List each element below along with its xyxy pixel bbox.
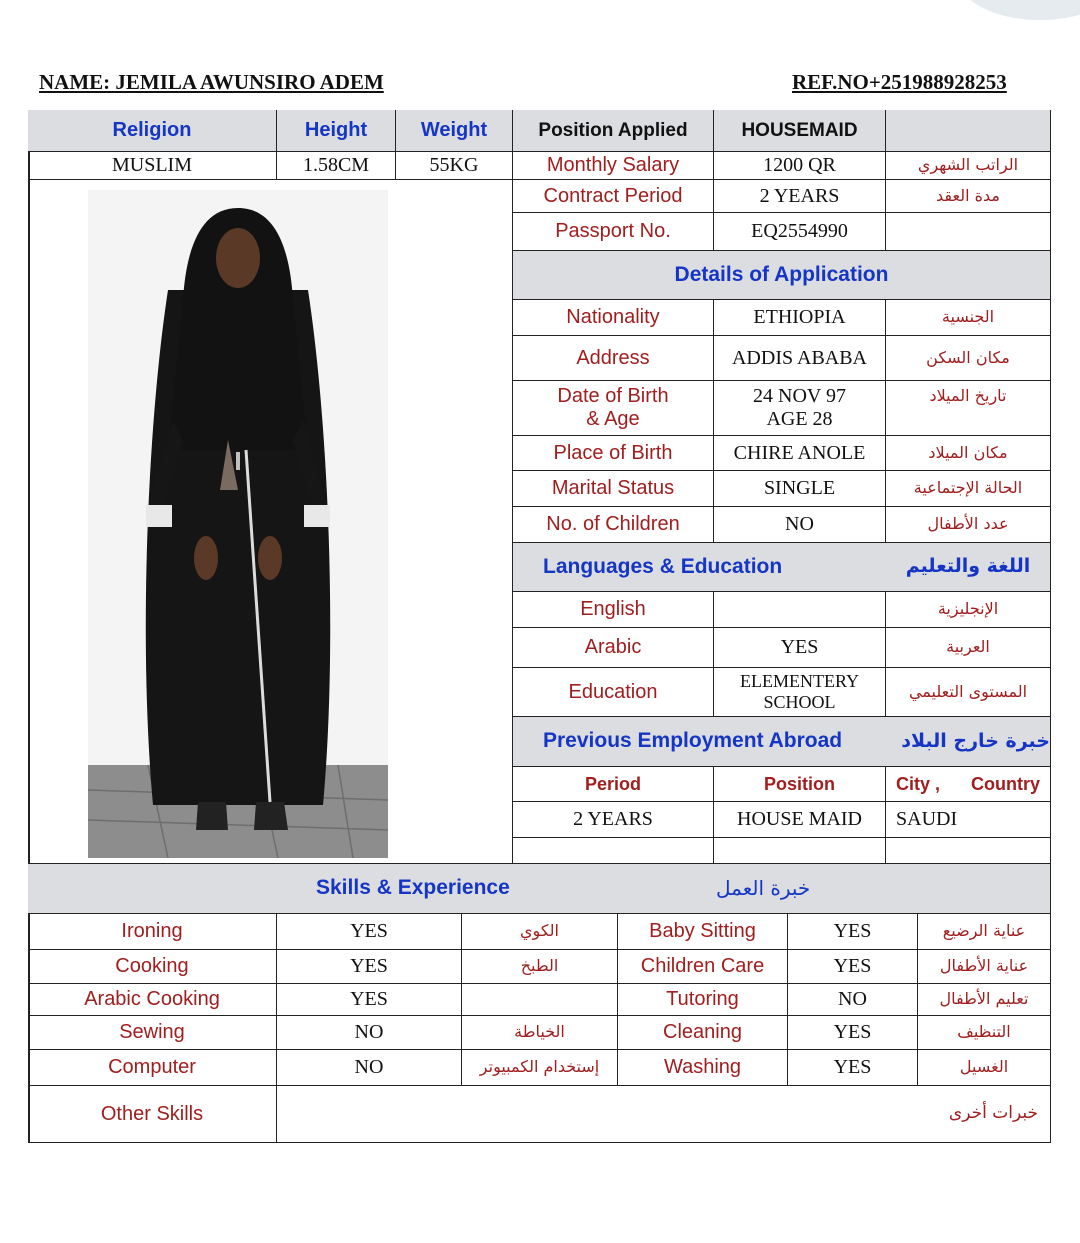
address-label: Address: [513, 336, 714, 381]
english-value: [714, 592, 886, 628]
religion-value: MUSLIM: [28, 152, 277, 180]
education-arabic: المستوى التعليمي: [886, 668, 1051, 717]
skill-arabic-cooking-arabic: [462, 984, 618, 1016]
position-applied-label: Position Applied: [513, 110, 714, 152]
skill-computer-label: Computer: [28, 1050, 277, 1086]
skill-washing-arabic: الغسيل: [918, 1050, 1051, 1086]
skill-tutoring-arabic: تعليم الأطفال: [918, 984, 1051, 1016]
languages-section-title-arabic: اللغة والتعليم: [886, 543, 1051, 592]
english-arabic: الإنجليزية: [886, 592, 1051, 628]
children-label: No. of Children: [513, 507, 714, 543]
dob-value: [714, 381, 886, 436]
height-header: Height: [277, 110, 396, 152]
contract-period-value: 2 YEARS: [714, 180, 886, 213]
monthly-salary-arabic: الراتب الشهري: [886, 152, 1051, 180]
employment-position-header: Position: [714, 767, 886, 802]
contract-period-arabic: مدة العقد: [886, 180, 1051, 213]
dob-label-line2: & Age: [586, 408, 640, 430]
skill-washing-value: YES: [788, 1050, 918, 1086]
place-of-birth-value: CHIRE ANOLE: [714, 436, 886, 471]
skill-children-care-value: YES: [788, 950, 918, 984]
dob-label: [513, 381, 714, 436]
place-of-birth-arabic: مكان الميلاد: [886, 436, 1051, 471]
nationality-label: Nationality: [513, 300, 714, 336]
skill-washing-label: Washing: [618, 1050, 788, 1086]
employment-city-header: City ,: [896, 773, 941, 794]
skill-arabic-cooking-label: Arabic Cooking: [28, 984, 277, 1016]
skill-computer-arabic: إستخدام الكمبيوتر: [462, 1050, 618, 1086]
nationality-value: ETHIOPIA: [714, 300, 886, 336]
children-arabic: عدد الأطفال: [886, 507, 1051, 543]
skill-tutoring-label: Tutoring: [618, 984, 788, 1016]
address-value: ADDIS ABABA: [714, 336, 886, 381]
employment-blank-3: [886, 838, 1051, 864]
skill-children-care-arabic: عناية الأطفال: [918, 950, 1051, 984]
skill-cooking-value: YES: [277, 950, 462, 984]
skill-sewing-arabic: الخياطة: [462, 1016, 618, 1050]
employment-blank-2: [714, 838, 886, 864]
arabic-value: YES: [714, 628, 886, 668]
skill-baby-sitting-arabic: عناية الرضيع: [918, 914, 1051, 950]
skill-cooking-arabic: الطبخ: [462, 950, 618, 984]
place-of-birth-label: Place of Birth: [513, 436, 714, 471]
skills-section-title-arabic: خبرة العمل: [716, 876, 811, 900]
arabic-arabic: العربية: [886, 628, 1051, 668]
skill-ironing-label: Ironing: [28, 914, 277, 950]
passport-blank: [886, 213, 1051, 251]
weight-header: Weight: [396, 110, 513, 152]
details-section-title: Details of Application: [513, 251, 1051, 300]
employment-blank-1: [513, 838, 714, 864]
contract-period-label: Contract Period: [513, 180, 714, 213]
skill-cleaning-arabic: التنظيف: [918, 1016, 1051, 1050]
passport-label: Passport No.: [513, 213, 714, 251]
skill-sewing-label: Sewing: [28, 1016, 277, 1050]
position-applied-value: HOUSEMAID: [714, 110, 886, 152]
skill-cleaning-value: YES: [788, 1016, 918, 1050]
skill-cooking-label: Cooking: [28, 950, 277, 984]
dob-value-line2: AGE 28: [766, 408, 833, 430]
employment-position-value: HOUSE MAID: [714, 802, 886, 838]
dob-arabic: تاريخ الميلاد: [886, 381, 1051, 436]
position-applied-blank: [886, 110, 1051, 152]
skill-baby-sitting-value: YES: [788, 914, 918, 950]
education-value-line1: ELEMENTERY: [740, 671, 859, 692]
skill-tutoring-value: NO: [788, 984, 918, 1016]
english-label: English: [513, 592, 714, 628]
skills-section-title: Skills & Experience: [316, 876, 510, 900]
employment-period-header: Period: [513, 767, 714, 802]
passport-value: EQ2554990: [714, 213, 886, 251]
employment-section-title-arabic: خبرة خارج البلاد: [886, 717, 1051, 767]
employment-period-value: 2 YEARS: [513, 802, 714, 838]
skills-section-header: [28, 864, 1051, 914]
reference-number: REF.NO+251988928253: [792, 70, 1007, 94]
languages-section-title: Languages & Education: [513, 543, 886, 592]
children-value: NO: [714, 507, 886, 543]
marital-status-arabic: الحالة الإجتماعية: [886, 471, 1051, 507]
skill-ironing-arabic: الكوي: [462, 914, 618, 950]
employment-section-title: Previous Employment Abroad: [513, 717, 886, 767]
other-skills-label: Other Skills: [28, 1086, 277, 1143]
employment-country-value: SAUDI: [886, 802, 1051, 838]
arabic-label: Arabic: [513, 628, 714, 668]
skill-cleaning-label: Cleaning: [618, 1016, 788, 1050]
employment-country-header: Country: [971, 773, 1040, 794]
skill-ironing-value: YES: [277, 914, 462, 950]
dob-label-line1: Date of Birth: [557, 385, 669, 407]
skill-arabic-cooking-value: YES: [277, 984, 462, 1016]
education-value-line2: SCHOOL: [763, 692, 836, 712]
corner-decoration: [960, 0, 1080, 20]
height-value: 1.58CM: [277, 152, 396, 180]
skill-baby-sitting-label: Baby Sitting: [618, 914, 788, 950]
applicant-name: NAME: JEMILA AWUNSIRO ADEM: [39, 70, 384, 94]
skill-sewing-value: NO: [277, 1016, 462, 1050]
monthly-salary-label: Monthly Salary: [513, 152, 714, 180]
skill-computer-value: NO: [277, 1050, 462, 1086]
other-skills-value: [277, 1086, 1051, 1143]
applicant-photo: [88, 190, 388, 858]
other-skills-arabic: خبرات أخرى: [948, 1103, 1038, 1124]
employment-location-header: [886, 767, 1051, 802]
marital-status-label: Marital Status: [513, 471, 714, 507]
education-label: Education: [513, 668, 714, 717]
address-arabic: مكان السكن: [886, 336, 1051, 381]
nationality-arabic: الجنسية: [886, 300, 1051, 336]
education-value: [714, 668, 886, 717]
marital-status-value: SINGLE: [714, 471, 886, 507]
dob-value-line1: 24 NOV 97: [753, 385, 846, 407]
weight-value: 55KG: [396, 152, 513, 180]
religion-header: Religion: [28, 110, 277, 152]
skill-children-care-label: Children Care: [618, 950, 788, 984]
monthly-salary-value: 1200 QR: [714, 152, 886, 180]
